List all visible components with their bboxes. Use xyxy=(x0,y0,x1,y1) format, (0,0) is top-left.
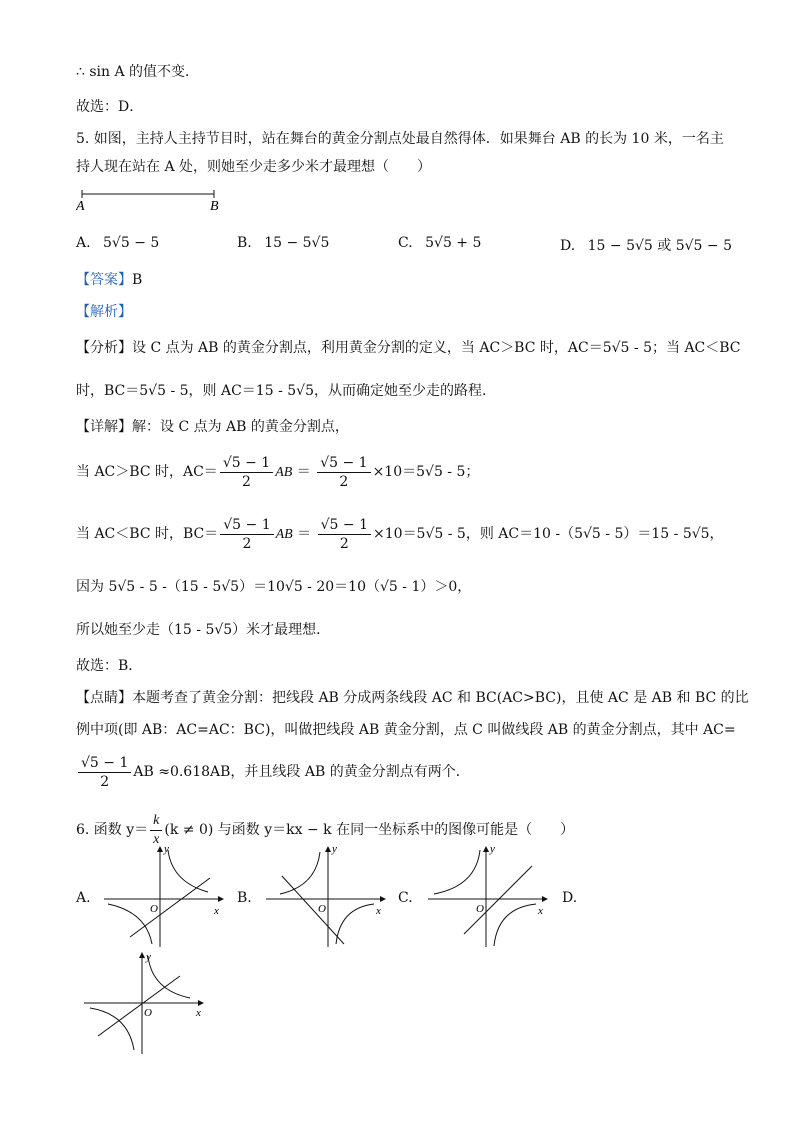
q5-option-a[interactable]: A. 5√5 − 5 xyxy=(76,235,160,251)
fenxi-line-1: 【分析】设 C 点为 AB 的黄金分割点，利用黄金分割的定义，当 AC＞BC 时，AC＝5√5 - 5；当 AC＜BC xyxy=(76,340,741,356)
q5-stem-line-1: 5. 如图，主持人主持节目时，站在舞台的黄金分割点处最自然得体．如果舞台 AB 的长为 10 米，一名主 xyxy=(76,131,724,147)
answer-line xyxy=(76,270,142,290)
segment-label-b: B xyxy=(210,199,219,214)
segment-ab-figure xyxy=(76,186,236,214)
svg-text:y: y xyxy=(490,843,495,855)
q5-option-d[interactable]: D. 15 − 5√5 或 5√5 − 5 xyxy=(560,238,732,254)
k-over-x-fraction: $\frac{k}{x}$ xyxy=(150,812,162,849)
q5-option-c[interactable]: C. 5√5 + 5 xyxy=(398,235,482,251)
q6-graph-c[interactable] xyxy=(424,842,554,950)
q6-option-a-label[interactable]: A. xyxy=(76,890,91,906)
q5-stem-line-2: 持人现在站在 A 处，则她至少走多少米才最理想（ ） xyxy=(76,159,432,175)
svg-text:x: x xyxy=(376,905,381,917)
conclude-line: 所以她至少走（15 - 5√5）米才最理想． xyxy=(76,622,331,638)
svg-text:y: y xyxy=(332,843,337,855)
svg-text:y: y xyxy=(164,843,169,855)
golden-ratio-fraction-3: $\frac{√5 - 1}{2}$ xyxy=(220,516,273,553)
svg-text:O: O xyxy=(318,903,326,915)
golden-ratio-fraction-4: $\frac{√5 - 1}{2}$ xyxy=(318,516,371,553)
golden-ratio-fraction-5: $\frac{√5 - 1}{2}$ xyxy=(78,754,131,791)
segment-label-a: A xyxy=(76,199,85,214)
dianjing-line-1: 【点睛】本题考查了黄金分割：把线段 AB 分成两条线段 AC 和 BC(AC>BC)，且使 AC 是 AB 和 BC 的比 xyxy=(76,690,749,706)
golden-ratio-fraction: $\frac{√5 - 1}{2}$ xyxy=(220,454,273,491)
svg-text:O: O xyxy=(476,903,484,915)
xiangjie-tag: 【详解】 xyxy=(76,419,132,435)
dianjing-line-3: $\frac{√5 - 1}{2}$ AB ≈0.618AB，并且线段 AB 的黄金分割点有两个． xyxy=(76,752,470,792)
analysis-tag: 【解析】 xyxy=(76,304,132,320)
q6-option-b-label[interactable]: B. xyxy=(237,890,252,906)
q5-option-b[interactable]: B. 15 − 5√5 xyxy=(237,235,330,251)
svg-text:O: O xyxy=(144,1007,152,1019)
dianjing-tag: 【点睛】 xyxy=(76,690,132,706)
case1-line: 当 AC＞BC 时，AC＝ $\frac{√5 - 1}{2}$ AB ＝ $\frac{√5 - 1}{2}$ ×10＝5√5 - 5； xyxy=(76,454,480,490)
svg-text:x: x xyxy=(538,905,543,917)
svg-text:y: y xyxy=(146,951,151,963)
svg-text:x: x xyxy=(214,905,219,917)
answer-value: B xyxy=(132,272,143,288)
answer-tag: 【答案】 xyxy=(76,272,132,288)
xiangjie-line-1: 【详解】解：设 C 点为 AB 的黄金分割点， xyxy=(76,419,349,435)
svg-text:O: O xyxy=(150,903,158,915)
q6-stem-line: 6. 函数 y＝ $\frac{k}{x}$ (k ≠ 0) 与函数 y＝kx − k 在同一坐标系中的图像可能是（ ） xyxy=(76,812,575,847)
fenxi-tag: 【分析】 xyxy=(76,340,132,356)
choose-b-line: 故选：B． xyxy=(76,658,143,674)
case2-line: 当 AC＜BC 时，BC＝ $\frac{√5 - 1}{2}$ AB ＝ $\frac{√5 - 1}{2}$ ×10＝5√5 - 5，则 AC＝10 -（5√5 - 5）＝15 - 5√5， xyxy=(76,516,724,552)
svg-text:x: x xyxy=(196,1007,201,1019)
golden-ratio-fraction-2: $\frac{√5 - 1}{2}$ xyxy=(317,454,370,491)
q6-option-d-label[interactable]: D. xyxy=(562,890,578,906)
fenxi-line-2: 时，BC＝5√5 - 5，则 AC＝15 - 5√5，从而确定她至少走的路程． xyxy=(76,383,496,399)
q6-graph-b[interactable] xyxy=(262,842,392,950)
dianjing-line-2: 例中项(即 AB：AC=AC：BC)，叫做把线段 AB 黄金分割，点 C 叫做线段 AB 的黄金分割点，其中 AC= xyxy=(76,722,736,738)
q6-graph-d[interactable] xyxy=(80,950,210,1058)
q6-option-c-label[interactable]: C. xyxy=(398,890,413,906)
compare-line: 因为 5√5 - 5 -（15 - 5√5）＝10√5 - 20＝10（√5 - 1）＞0， xyxy=(76,579,472,595)
q6-graph-a[interactable] xyxy=(100,842,230,950)
choose-d-line: 故选：D． xyxy=(76,99,144,115)
therefore-line: ∴ sin A 的值不变． xyxy=(76,64,200,80)
